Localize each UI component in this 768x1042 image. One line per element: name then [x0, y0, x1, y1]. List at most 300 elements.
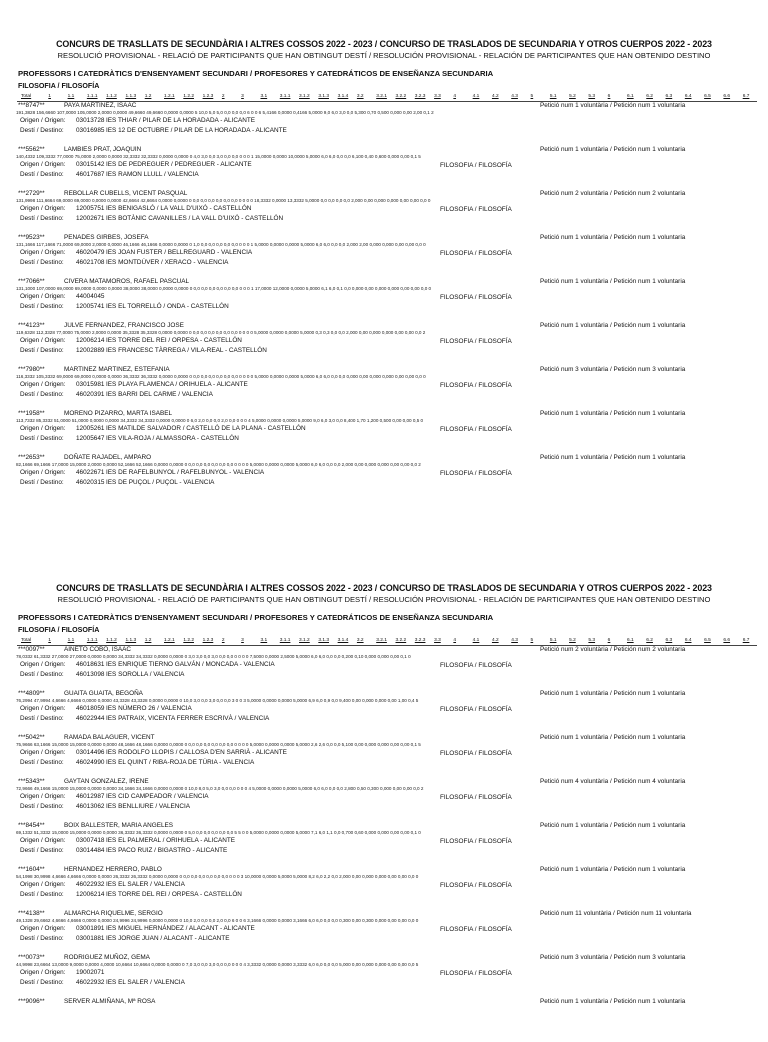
column-label: Total	[21, 94, 32, 99]
column-label: 6.3	[665, 94, 673, 99]
records-list	[0, 102, 768, 498]
record-specialty: FILOSOFIA / FILOSOFÍA	[440, 426, 512, 433]
column-label: 1.1.1	[86, 638, 98, 643]
participant-record	[18, 366, 758, 410]
page-2	[0, 582, 768, 1042]
column-label: 5.3	[588, 94, 596, 99]
participant-name: SERVER ALMIÑANA, Mª ROSA	[64, 998, 156, 1005]
origin-line	[20, 249, 252, 257]
destination-line	[20, 847, 227, 855]
participant-id: ***8454**	[18, 822, 45, 829]
participant-name: MORENO PIZARRO, MARTA ISABEL	[64, 410, 173, 417]
origin-line	[20, 661, 275, 669]
specialty-title: FILOSOFIA / FILOSOFÍA	[18, 626, 100, 634]
destination-label: Destí / Destino:	[20, 715, 64, 722]
destination-school: IES BARRI DEL CARME / VALENCIA	[106, 391, 213, 398]
participant-id: ***7066**	[18, 278, 45, 285]
origin-label: Origen / Origen:	[20, 205, 66, 212]
report-subtitle: RESOLUCIÓ PROVISIONAL - RELACIÓ DE PARTICIPANTS QUE HAN OBTINGUT DESTÍ / RESOLUCIÓN PROVISIONAL - RELACIÓN DE PARTICIPANTES QUE HAN OBTENIDO DESTINO	[57, 51, 711, 60]
destination-line	[20, 715, 269, 723]
participant-record	[18, 822, 758, 866]
participant-name-line	[18, 278, 189, 286]
column-label: 1.2.1	[164, 94, 175, 99]
column-label: 3.2.2	[395, 638, 407, 643]
origin-line	[20, 925, 255, 933]
participant-id: ***0097**	[18, 646, 45, 653]
origin-code: 03007418	[76, 837, 105, 844]
column-label: 1.2.3	[202, 638, 214, 643]
participant-name: ALMARCHA RIQUELME, SERGIO	[64, 910, 163, 917]
origin-line	[20, 205, 251, 213]
column-label: 5.2	[569, 638, 576, 643]
origin-code: 46022932	[76, 881, 105, 888]
petition-label: Petició num 4 voluntària / Petición num 4 voluntaria	[540, 778, 686, 785]
petition-label: Petició num 1 voluntària / Petición num 1 voluntaria	[540, 146, 686, 153]
participant-name-line	[18, 910, 163, 918]
score-breakdown: 76,2994 47,9994 4,6666 4,6666 0,0000 0,0000 43,3328 43,3328 0,0000 0,0000 0 10,0 3,0 0,0 3,0 0,0 0,0 3 0 0 3 5,0000 0,0000 0,0000 5,0000 6,9 6,0 0,9 0,0 9,400 0,00 0,000 0,000 0,00 1,00 0,4 5	[16, 698, 419, 703]
destination-school: IES PACO RUIZ / BIGASTRO - ALICANTE	[106, 847, 228, 854]
destination-label: Destí / Destino:	[20, 979, 64, 986]
petition-label: Petició num 1 voluntària / Petición num 1 voluntaria	[540, 234, 686, 241]
origin-line	[20, 881, 185, 889]
participant-name-line	[18, 410, 172, 418]
score-breakdown: 78,0332 61,3332 27,0000 27,0000 0,0000 0,0000 34,3332 34,3332 0,0000 0,0000 0 3,0 3,0 0,0 3,0 0,0 0,0 0 0 0 0 7,5000 0,0000 2,5000 5,0000 6,0 6,0 0,0 0,0 0,200 0,10 0,000 0,000 0,00 0,1 0	[16, 654, 411, 659]
origin-label: Origen / Origen:	[20, 705, 66, 712]
participant-record	[18, 778, 758, 822]
report-title: CONCURS DE TRASLLATS DE SECUNDÀRIA I ALTRES COSSOS 2022 - 2023 / CONCURSO DE TRASLADOS DE SECUNDARIA Y OTROS CUERPOS 2022 - 2023	[56, 583, 712, 593]
origin-line	[20, 793, 209, 801]
column-label: 1.1	[67, 94, 75, 99]
destination-line	[20, 303, 229, 311]
destination-code: 46013062	[76, 803, 105, 810]
participant-record	[18, 234, 758, 278]
destination-code: 46017687	[76, 171, 105, 178]
destination-label: Destí / Destino:	[20, 435, 64, 442]
destination-code: 12006214	[76, 891, 105, 898]
petition-label: Petició num 1 voluntària / Petición num 1 voluntaria	[540, 278, 686, 285]
column-label: 3.2	[356, 94, 364, 99]
origin-code: 12006214	[76, 337, 105, 344]
participant-record	[18, 690, 758, 734]
origin-label: Origen / Origen:	[20, 837, 66, 844]
column-label: 3.2.3	[414, 638, 426, 643]
record-specialty: FILOSOFIA / FILOSOFÍA	[440, 838, 512, 845]
destination-school: IES PATRAIX, VICENTA FERRER ESCRIVÀ / VALENCIA	[106, 715, 270, 722]
record-specialty: FILOSOFIA / FILOSOFÍA	[440, 470, 512, 477]
participant-id: ***4138**	[18, 910, 45, 917]
column-label: 5	[530, 94, 534, 99]
origin-line	[20, 749, 287, 757]
destination-code: 12005741	[76, 303, 105, 310]
column-header	[17, 636, 757, 646]
column-label: 3	[241, 638, 244, 643]
column-label: 6	[607, 638, 611, 643]
origin-label: Origen / Origen:	[20, 117, 66, 124]
score-breakdown: 131,1666 117,1666 71,0000 69,0000 2,0000 0,0000 46,1666 46,1666 0,0000 0,0000 0 1,0 0,0 0,0 0,0 0,0 0,0 0 0 0 1 5,0000 0,0000 0,0000 5,0000 6,0 6,0 0,0 0,0 2,000 2,00 0,000 0,000 0,00 0,00 0,0 0	[16, 242, 426, 247]
column-label: 4	[453, 638, 457, 643]
participant-id: ***2729**	[18, 190, 45, 197]
origin-code: 46018631	[76, 661, 105, 668]
column-label: 1.1.3	[125, 638, 137, 643]
participant-id: ***4123**	[18, 322, 45, 329]
destination-line	[20, 215, 283, 223]
score-breakdown: 131,9998 111,6664 69,0000 69,0000 0,0000 0,0000 42,6664 42,6664 0,0000 0,0000 0 0,0 0,0 0,0 0,0 0,0 0,0 0 0 0 0 18,3332 0,0000 13,3332 5,0000 0,0 0,0 0,0 0,0 2,000 0,00 0,000 0,000 0,00 0,00 0,0 0	[16, 198, 431, 203]
column-label: 5.2	[569, 94, 576, 99]
origin-school: IES CID CAMPEADOR / VALENCIA	[106, 793, 209, 800]
column-label: 6.6	[723, 638, 731, 643]
participant-record	[18, 454, 758, 498]
column-label: 3.2.2	[395, 94, 407, 99]
participant-id: ***1958**	[18, 410, 45, 417]
participant-name: BOIX BALLESTER, MARIA ANGELES	[64, 822, 174, 829]
participant-record	[18, 322, 758, 366]
column-label: 5.1	[549, 94, 557, 99]
destination-code: 46022944	[76, 715, 105, 722]
participant-id: ***5562**	[18, 146, 45, 153]
origin-code: 46018059	[76, 705, 105, 712]
column-label: 1	[48, 94, 51, 99]
column-label: 3.1.4	[337, 638, 349, 643]
destination-code: 46024990	[76, 759, 105, 766]
participant-name-line	[18, 954, 150, 962]
participant-name-line	[18, 866, 162, 874]
record-specialty: FILOSOFIA / FILOSOFÍA	[440, 250, 512, 257]
origin-school: IES MIGUEL HERNÁNDEZ / ALACANT - ALICANTE	[106, 925, 255, 932]
origin-line	[20, 425, 306, 433]
destination-school: IES SOROLLA / VALENCIA	[106, 671, 185, 678]
column-label: 3.2.1	[376, 94, 387, 99]
destination-school: IES RAMON LLULL / VALENCIA	[106, 171, 199, 178]
destination-line	[20, 435, 239, 443]
destination-label: Destí / Destino:	[20, 671, 64, 678]
participant-name: LAMBIES PRAT, JOAQUIN	[64, 146, 142, 153]
origin-line	[20, 161, 252, 169]
column-label: 1.1.1	[86, 94, 98, 99]
destination-label: Destí / Destino:	[20, 935, 64, 942]
destination-school: IES JORGE JUAN / ALACANT - ALICANTE	[106, 935, 230, 942]
destination-school: IES DE PUÇOL / PUÇOL - VALENCIA	[106, 479, 215, 486]
participant-id: ***9096**	[18, 998, 45, 1005]
destination-line	[20, 479, 214, 487]
column-label: 3.1.1	[279, 94, 291, 99]
origin-line	[20, 293, 106, 301]
destination-label: Destí / Destino:	[20, 259, 64, 266]
column-label: 6.3	[665, 638, 673, 643]
destination-code: 12005647	[76, 435, 105, 442]
participant-name: GAYTAN GONZALEZ, IRENE	[64, 778, 149, 785]
column-label: 3.1.3	[318, 94, 329, 99]
petition-label: Petició num 1 voluntària / Petición num 1 voluntaria	[540, 322, 686, 329]
column-label: 3.1.3	[318, 638, 329, 643]
column-label: 1.2.2	[183, 638, 194, 643]
participant-id: ***2653**	[18, 454, 45, 461]
petition-label: Petició num 1 voluntària / Petición num 1 voluntaria	[540, 410, 686, 417]
destination-school: IES EL TORRELLÓ / ONDA - CASTELLÓN	[106, 303, 229, 310]
origin-label: Origen / Origen:	[20, 881, 66, 888]
participant-name-line	[18, 998, 155, 1006]
column-label: 6.7	[742, 94, 750, 99]
score-breakdown: 119,6328 112,3328 77,0000 75,0000 2,0000 0,0000 35,3328 35,3328 0,0000 0,0000 0 0,0 0,0 0,0 0,0 0,0 0,0 0 0 0 0 5,0000 0,0000 0,0000 5,0000 0,3 0,3 0,0 0,0 2,000 0,00 0,000 0,000 0,00 0,00 0,0 2	[16, 330, 426, 335]
destination-school: IES TORRE DEL REI / ORPESA - CASTELLÓN	[106, 891, 242, 898]
origin-label: Origen / Origen:	[20, 749, 66, 756]
column-label: 3.2	[356, 638, 364, 643]
column-label: 3.1	[260, 638, 268, 643]
origin-label: Origen / Origen:	[20, 969, 66, 976]
column-label: 3	[241, 94, 244, 99]
destination-school: IES 12 DE OCTUBRE / PILAR DE LA HORADADA - ALICANTE	[106, 127, 287, 134]
petition-label: Petició num 1 voluntària / Petición num 1 voluntaria	[540, 102, 686, 109]
destination-code: 46021708	[76, 259, 105, 266]
score-breakdown: 140,4332 109,3332 77,0000 75,0000 2,0000 0,0000 32,3332 32,3332 0,0000 0,0000 0 4,0 3,0 0,0 3,0 0,0 0,0 0 0 0 1 15,0000 0,0000 10,0000 5,0000 6,0 6,0 0,0 0,0 6,100 0,40 0,600 0,000 0,00 0,1 5	[16, 154, 421, 159]
destination-line	[20, 391, 213, 399]
destination-school: IES EL SALER / VALENCIA	[106, 979, 185, 986]
destination-label: Destí / Destino:	[20, 891, 64, 898]
origin-code: 03001891	[76, 925, 105, 932]
origin-code: 46020479	[76, 249, 105, 256]
record-specialty: FILOSOFIA / FILOSOFÍA	[440, 206, 512, 213]
column-label: 3.1.2	[299, 94, 310, 99]
destination-label: Destí / Destino:	[20, 803, 64, 810]
participant-record	[18, 190, 758, 234]
petition-label: Petició num 1 voluntària / Petición num 1 voluntaria	[540, 690, 686, 697]
report-title: CONCURS DE TRASLLATS DE SECUNDÀRIA I ALTRES COSSOS 2022 - 2023 / CONCURSO DE TRASLADOS DE SECUNDARIA Y OTROS CUERPOS 2022 - 2023	[56, 39, 712, 49]
destination-school: IES MONTDÚVER / XERACO - VALENCIA	[106, 259, 229, 266]
participant-id: ***9523**	[18, 234, 45, 241]
origin-school: IES MATILDE SALVADOR / CASTELLÓ DE LA PLANA - CASTELLÓN	[106, 425, 306, 432]
origin-school: IES THIAR / PILAR DE LA HORADADA - ALICANTE	[106, 117, 256, 124]
body-title: PROFESSORS I CATEDRÀTICS D'ENSENYAMENT SECUNDARI / PROFESORES Y CATEDRÁTICOS DE ENSEÑANZA SECUNDARIA	[18, 69, 494, 78]
column-label: 5.1	[549, 638, 557, 643]
destination-label: Destí / Destino:	[20, 759, 64, 766]
petition-label: Petició num 1 voluntària / Petición num 1 voluntaria	[540, 454, 686, 461]
participant-record	[18, 278, 758, 322]
origin-school: IES NÚMERO 26 / VALENCIA	[106, 705, 192, 712]
destination-school: IES BOTÀNIC CAVANILLES / LA VALL D'UIXÓ - CASTELLÓN	[106, 215, 284, 222]
destination-code: 46020315	[76, 479, 105, 486]
participant-name-line	[18, 778, 149, 786]
column-label: 3.2.1	[376, 638, 387, 643]
destination-code: 12002671	[76, 215, 105, 222]
record-specialty: FILOSOFIA / FILOSOFÍA	[440, 750, 512, 757]
participant-record	[18, 102, 758, 146]
participant-record	[18, 146, 758, 190]
origin-label: Origen / Origen:	[20, 249, 66, 256]
origin-code: 03013728	[76, 117, 105, 124]
destination-code: 12002889	[76, 347, 105, 354]
destination-line	[20, 259, 228, 267]
destination-code: 46020391	[76, 391, 105, 398]
participant-name: CIVERA MATAMOROS, RAFAEL PASCUAL	[64, 278, 190, 285]
origin-label: Origen / Origen:	[20, 661, 66, 668]
report-subtitle: RESOLUCIÓ PROVISIONAL - RELACIÓ DE PARTICIPANTS QUE HAN OBTINGUT DESTÍ / RESOLUCIÓN PROVISIONAL - RELACIÓN DE PARTICIPANTES QUE HAN OBTENIDO DESTINO	[57, 595, 711, 604]
participant-id: ***7980**	[18, 366, 45, 373]
column-label: 5	[530, 638, 534, 643]
destination-label: Destí / Destino:	[20, 127, 64, 134]
column-label: 1.2.1	[164, 638, 175, 643]
petition-label: Petició num 2 voluntària / Petición num 2 voluntaria	[540, 190, 686, 197]
destination-school: IES BENLLIURE / VALENCIA	[106, 803, 191, 810]
origin-school: IES JOAN FUSTER / BELLREGUARD - VALENCIA	[106, 249, 253, 256]
participant-name: HERNANDEZ HERRERO, PABLO	[64, 866, 162, 873]
origin-school: IES TORRE DEL REI / ORPESA - CASTELLÓN	[106, 337, 242, 344]
petition-label: Petició num 1 voluntària / Petición num 1 voluntaria	[540, 998, 686, 1005]
origin-school: IES EL SALER / VALENCIA	[106, 881, 185, 888]
origin-school: IES PLAYA FLAMENCA / ORIHUELA - ALICANTE	[106, 381, 248, 388]
column-label: 6.5	[704, 94, 711, 99]
destination-code: 46013098	[76, 671, 105, 678]
petition-label: Petició num 1 voluntària / Petición num 1 voluntaria	[540, 866, 686, 873]
destination-school: IES FRANCESC TÀRREGA / VILA-REAL - CASTELLÓN	[106, 347, 267, 354]
score-breakdown: 49,1328 29,6662 4,6666 4,6666 0,0000 0,0000 24,9996 24,9996 0,0000 0,0000 0 10,0 2,0 0,0 0,0 2,0 0,0 6 0 0 6 3,1666 0,0000 0,0000 3,1666 6,0 6,0 0,0 0,0 0,300 0,00 0,300 0,000 0,00 0,00 0,0 0	[16, 918, 419, 923]
participant-name-line	[18, 734, 155, 742]
destination-line	[20, 759, 254, 767]
column-label: 6.1	[626, 638, 634, 643]
column-label: 3.1.2	[299, 638, 310, 643]
participant-record	[18, 866, 758, 910]
participant-name-line	[18, 234, 149, 242]
origin-school: IES BENIGASLÓ / LA VALL D'UIXÓ - CASTELLÓN	[106, 205, 252, 212]
participant-id: ***0073**	[18, 954, 45, 961]
column-label: 3.1.1	[279, 638, 291, 643]
column-label: 4.3	[511, 638, 518, 643]
destination-line	[20, 979, 185, 987]
record-specialty: FILOSOFIA / FILOSOFÍA	[440, 662, 512, 669]
origin-school: IES DE PEDREGUER / PEDREGUER - ALICANTE	[106, 161, 252, 168]
score-breakdown: 191,3828 156,6660 107,0000 105,0000 2,0000 0,0000 49,6660 49,6660 0,0000 0,0000 5 10,0 5,0 5,0 0,0 0,0 0,0 6 0 0 6 5,4166 0,0000 0,4166 5,0000 9,0 6,0 3,0 0,0 5,300 0,70 0,500 0,000 0,00 2,00 0,1 2	[16, 110, 434, 115]
participant-name-line	[18, 366, 170, 374]
column-label: 6	[607, 94, 611, 99]
participant-name-line	[18, 146, 141, 154]
participant-name: JULVE FERNANDEZ, FRANCISCO JOSE	[64, 322, 184, 329]
participant-name-line	[18, 646, 131, 654]
origin-school: IES DE RAFELBUNYOL / RAFELBUNYOL - VALENCIA	[106, 469, 265, 476]
specialty-title: FILOSOFIA / FILOSOFÍA	[18, 82, 100, 90]
origin-label: Origen / Origen:	[20, 293, 66, 300]
column-label: 3.1	[260, 94, 268, 99]
score-breakdown: 54,1998 30,9998 4,6666 4,6666 0,0000 0,0000 26,3332 26,3332 0,0000 0,0000 0 0,0 0,0 0,0 0,0 0,0 0,0 0 0 0 3 10,0000 0,0000 5,0000 5,0000 8,2 6,0 2,2 0,0 2,000 0,00 0,000 0,000 0,00 0,00 0,0 0	[16, 874, 419, 879]
column-label: 6.7	[742, 638, 750, 643]
origin-line	[20, 705, 192, 713]
body-title: PROFESSORS I CATEDRÀTICS D'ENSENYAMENT SECUNDARI / PROFESORES Y CATEDRÁTICOS DE ENSEÑANZA SECUNDARIA	[18, 613, 494, 622]
origin-code: 46022671	[76, 469, 105, 476]
column-label: 3.1.4	[337, 94, 349, 99]
participant-name-line	[18, 190, 187, 198]
participant-id: ***1604**	[18, 866, 45, 873]
participant-id: ***8747**	[18, 102, 45, 109]
destination-school: IES EL QUINT / RIBA-ROJA DE TÚRIA - VALENCIA	[106, 759, 255, 766]
origin-line	[20, 837, 235, 845]
participant-name-line	[18, 454, 151, 462]
participant-record	[18, 734, 758, 778]
score-breakdown: 131,1000 107,0000 69,0000 69,0000 0,0000 0,0000 38,0000 38,0000 0,0000 0,0000 0 0,0 0,0 0,0 0,0 0,0 0,0 0 0 0 1 17,0000 12,0000 0,0000 5,0000 6,1 6,0 0,1 0,0 0,000 0,00 0,000 0,000 0,00 0,00 0,0 0	[16, 286, 432, 291]
destination-line	[20, 891, 242, 899]
participant-name: PAYA MARTINEZ, ISAAC	[64, 102, 137, 109]
participant-record	[18, 910, 758, 954]
participant-name: GUAITA GUAITA, BEGOÑA	[64, 690, 143, 697]
origin-label: Origen / Origen:	[20, 337, 66, 344]
origin-label: Origen / Origen:	[20, 381, 66, 388]
origin-label: Origen / Origen:	[20, 161, 66, 168]
score-breakdown: 113,7332 85,3332 51,0000 51,0000 0,0000 0,0000 34,3332 34,3332 0,0000 0,0000 0 6,0 2,0 0,0 0,0 2,0 0,0 0 0 0 4 5,0000 0,0000 0,0000 5,0000 9,0 6,0 3,0 0,0 8,400 1,70 1,200 0,500 0,00 0,00 0,5 0	[16, 418, 424, 423]
column-label: 4.2	[491, 638, 499, 643]
participant-record	[18, 998, 758, 1042]
destination-line	[20, 803, 190, 811]
record-specialty: FILOSOFIA / FILOSOFÍA	[440, 294, 512, 301]
column-label: 4.1	[472, 94, 480, 99]
participant-name: RODRIGUEZ MUÑOZ, GEMA	[64, 954, 150, 961]
participant-name-line	[18, 322, 184, 330]
participant-record	[18, 410, 758, 454]
record-specialty: FILOSOFIA / FILOSOFÍA	[440, 970, 512, 977]
origin-line	[20, 969, 106, 977]
column-label: 4.2	[491, 94, 499, 99]
score-breakdown: 116,3332 105,3332 69,0000 69,0000 0,0000 0,0000 36,3332 36,3332 0,0000 0,0000 0 0,0 0,0 0,0 0,0 0,0 0,0 0 0 0 0 5,0000 0,0000 0,0000 5,0000 6,0 6,0 0,0 0,0 0,000 0,00 0,000 0,000 0,00 0,00 0,0 0	[16, 374, 426, 379]
column-label: 1.1	[67, 638, 75, 643]
origin-line	[20, 381, 248, 389]
origin-code: 19002071	[76, 969, 105, 976]
column-label: 1.2.3	[202, 94, 214, 99]
petition-label: Petició num 2 voluntària / Petición num 2 voluntaria	[540, 646, 686, 653]
origin-code: 44004045	[76, 293, 105, 300]
column-label: 2	[221, 94, 225, 99]
destination-code: 46022932	[76, 979, 105, 986]
origin-code: 12005751	[76, 205, 105, 212]
column-label: 1.2.2	[183, 94, 194, 99]
origin-label: Origen / Origen:	[20, 469, 66, 476]
destination-line	[20, 171, 199, 179]
column-label: 2	[221, 638, 225, 643]
record-specialty: FILOSOFIA / FILOSOFÍA	[440, 382, 512, 389]
participant-id: ***4809**	[18, 690, 45, 697]
destination-label: Destí / Destino:	[20, 215, 64, 222]
column-label: 3.2.3	[414, 94, 426, 99]
column-label: 6.6	[723, 94, 731, 99]
destination-school: IES VILA-ROJA / ALMASSORA - CASTELLÓN	[106, 435, 239, 442]
destination-label: Destí / Destino:	[20, 303, 64, 310]
participant-name: MARTINEZ MARTINEZ, ESTEFANIA	[64, 366, 170, 373]
petition-label: Petició num 3 voluntària / Petición num 3 voluntaria	[540, 954, 686, 961]
origin-label: Origen / Origen:	[20, 425, 66, 432]
column-label: 1.2	[144, 638, 152, 643]
column-label: 1.1.2	[106, 94, 117, 99]
destination-line	[20, 671, 184, 679]
destination-code: 03001881	[76, 935, 105, 942]
destination-line	[20, 347, 267, 355]
participant-name: DOÑATE RAJADEL, AMPARO	[64, 454, 152, 461]
origin-line	[20, 117, 255, 125]
destination-label: Destí / Destino:	[20, 479, 64, 486]
destination-label: Destí / Destino:	[20, 171, 64, 178]
score-breakdown: 82,1666 69,1666 17,0000 15,0000 2,0000 0,0000 52,1666 52,1666 0,0000 0,0000 0 0,0 0,0 0,0 0,0 0,0 0,0 0 0 0 0 5,0000 0,0000 0,0000 5,0000 6,0 6,0 0,0 0,0 2,000 0,00 0,000 0,000 0,00 0,00 0,0 2	[16, 462, 421, 467]
column-label: 3.3	[434, 94, 441, 99]
column-label: 6.4	[684, 638, 692, 643]
column-header	[17, 92, 757, 102]
origin-code: 46012987	[76, 793, 105, 800]
petition-label: Petició num 3 voluntària / Petición num 3 voluntaria	[540, 366, 686, 373]
destination-code: 03014484	[76, 847, 105, 854]
destination-label: Destí / Destino:	[20, 847, 64, 854]
participant-record	[18, 646, 758, 690]
records-list	[0, 646, 768, 1042]
record-specialty: FILOSOFIA / FILOSOFÍA	[440, 926, 512, 933]
column-label: 6.4	[684, 94, 692, 99]
origin-school: IES ENRIQUE TIERNO GALVÁN / MONCADA - VALENCIA	[106, 661, 275, 668]
participant-name: AINETO COBO, ISAAC	[64, 646, 131, 653]
column-label: 1	[48, 638, 51, 643]
destination-line	[20, 127, 287, 135]
origin-code: 12005261	[76, 425, 105, 432]
column-label: Total	[21, 638, 32, 643]
